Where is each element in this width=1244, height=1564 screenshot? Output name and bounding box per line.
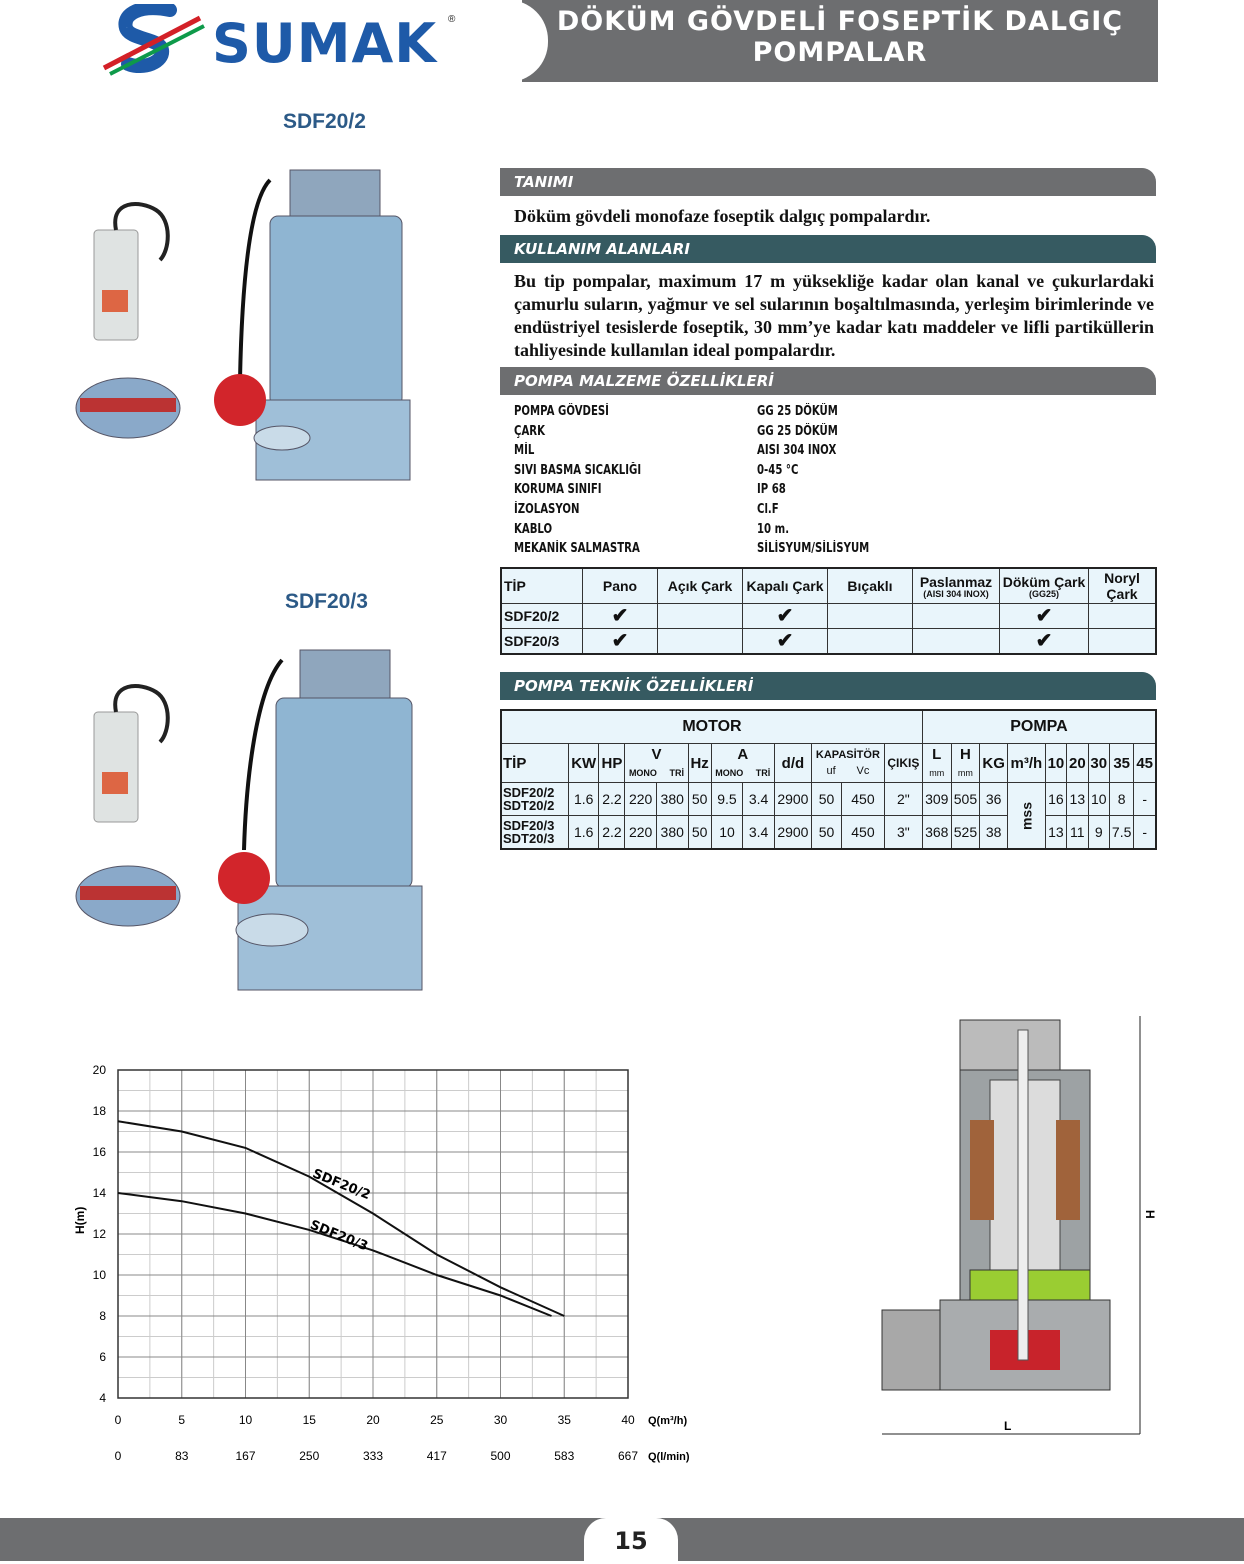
pompa-group-header: POMPA	[922, 710, 1156, 744]
section-bar-tanimi: TANIMI	[500, 168, 1156, 196]
cell-l: 309	[922, 783, 951, 816]
dokum-cark-header	[1000, 568, 1089, 604]
cell-q35: 7.5	[1109, 816, 1133, 850]
y-tick-label: 20	[92, 1063, 106, 1077]
x2-tick-label: 167	[235, 1449, 256, 1463]
material-value: 0-45 °C	[757, 462, 799, 478]
cell-cikis: 2"	[884, 783, 922, 816]
x2-tick-label: 500	[490, 1449, 511, 1463]
cell-vm: 220	[625, 816, 657, 850]
noryl-cark-header: Noryl Çark	[1089, 568, 1157, 604]
x2-tick-label: 417	[426, 1449, 447, 1463]
col-v	[625, 744, 688, 783]
x2-tick-label: 583	[554, 1449, 575, 1463]
material-key: POMPA GÖVDESİ	[514, 404, 609, 419]
cell-kw: 1.6	[569, 783, 599, 816]
col-tip: TİP	[501, 744, 569, 783]
v-mono: MONO	[628, 768, 657, 778]
cell-q45: -	[1134, 783, 1156, 816]
col-q45: 45	[1134, 744, 1156, 783]
cell-hz: 50	[688, 816, 711, 850]
material-key: MEKANİK SALMASTRA	[514, 541, 640, 557]
cell-uf: 50	[811, 783, 841, 816]
x2-axis-label: Q(l/min)	[648, 1451, 690, 1463]
cell-vm: 220	[625, 783, 657, 816]
title-line-2: POMPALAR	[752, 37, 928, 68]
tip-cell: SDF20/2	[501, 604, 583, 629]
x-tick-label: 0	[114, 1413, 122, 1427]
paslanmaz-label: Paslanmaz	[919, 573, 993, 590]
y-tick-label: 8	[99, 1309, 106, 1323]
x-tick-label: 30	[493, 1413, 508, 1427]
cell-am: 10	[711, 816, 743, 850]
h-label: H	[960, 746, 971, 763]
cell-at: 3.4	[743, 783, 775, 816]
section-bar-teknik: POMPA TEKNİK ÖZELLİKLERİ	[500, 672, 1156, 700]
brand-name: SUMAK	[212, 12, 438, 75]
title-line-1: DÖKÜM GÖVDELİ FOSEPTİK DALGIÇ	[556, 6, 1124, 37]
cell-q10: 16	[1045, 783, 1066, 816]
material-key: İZOLASYON	[514, 502, 580, 517]
y-tick-label: 4	[99, 1391, 106, 1405]
cell-cikis: 3"	[884, 816, 922, 850]
cell-h: 505	[951, 783, 980, 816]
feature-cell	[828, 629, 913, 655]
tanimi-text: Döküm gövdeli monofaze foseptik dalgıç pompalardır.	[514, 206, 931, 226]
feature-cell	[1000, 629, 1089, 655]
feature-cell	[1000, 604, 1089, 629]
x-tick-label: 10	[238, 1413, 253, 1427]
cell-kw: 1.6	[569, 816, 599, 850]
kullanim-text: Bu tip pompalar, maximum 17 m yüksekliğe kadar olan kanal ve çukurlardaki çamurlu suların, yağmur ve sel sularının boşaltılmasında, yerleşim birimlerinde ve endüstriyel tesislerde foseptik, 30 mm’ye kadar katı maddeler ve lifli partiküllerin tahliyesinde kullanılan ideal pompalardır.	[514, 271, 1154, 360]
check-icon: ✔	[1035, 605, 1053, 627]
x2-tick-label: 83	[175, 1449, 189, 1463]
v-tri: TRİ	[669, 768, 684, 778]
material-value: IP 68	[757, 482, 786, 498]
kap-label: KAPASİTÖR	[815, 748, 880, 761]
table-row	[501, 629, 1156, 655]
col-h	[951, 744, 980, 783]
cell-q35: 8	[1109, 783, 1133, 816]
mss-label: mss	[1018, 801, 1035, 830]
feature-cell	[658, 629, 743, 655]
col-dd: d/d	[774, 744, 811, 783]
material-key: KORUMA SINIFI	[514, 482, 602, 498]
cell-vc: 450	[842, 783, 885, 816]
x2-tick-label: 667	[617, 1449, 639, 1463]
col-kw: KW	[569, 744, 599, 783]
cell-l: 368	[922, 816, 951, 850]
material-value: AISI 304 INOX	[757, 443, 837, 459]
cell-hp: 2.2	[599, 816, 625, 850]
col-m3h: m³/h	[1008, 744, 1046, 783]
page-number: 15	[584, 1518, 678, 1561]
section-bar-kullanim: KULLANIM ALANLARI	[500, 235, 1156, 263]
cell-q45: -	[1134, 816, 1156, 850]
col-q30: 30	[1088, 744, 1109, 783]
col-hp: HP	[599, 744, 625, 783]
cell-vc: 450	[842, 816, 885, 850]
feature-cell	[658, 604, 743, 629]
col-q10: 10	[1045, 744, 1066, 783]
feature-cell	[743, 629, 828, 655]
bicakli-header: Bıçaklı	[828, 568, 913, 604]
diagram-l-label: L	[1004, 1419, 1012, 1433]
material-key: SIVI BASMA SICAKLIĞI	[514, 462, 642, 478]
pump-product-image-1	[60, 160, 440, 520]
mss-cell	[1008, 783, 1046, 850]
y-tick-label: 14	[92, 1186, 106, 1200]
kap-vc: Vc	[856, 764, 870, 777]
material-key: ÇARK	[514, 423, 545, 439]
col-q20: 20	[1067, 744, 1088, 783]
col-q35: 35	[1109, 744, 1133, 783]
l-label: L	[932, 746, 942, 763]
cell-uf: 50	[811, 816, 841, 850]
section-bar-malzeme: POMPA MALZEME ÖZELLİKLERİ	[500, 367, 1156, 395]
tip-code: SDF20/3	[503, 818, 555, 833]
cell-at: 3.4	[743, 816, 775, 850]
feature-cell	[828, 604, 913, 629]
material-key: KABLO	[514, 521, 553, 537]
brand-registered: ®	[448, 14, 456, 25]
x2-tick-label: 250	[299, 1449, 320, 1463]
tip-code: SDT20/2	[503, 798, 555, 813]
col-cikis: ÇIKIŞ	[884, 744, 922, 783]
tip-cell	[501, 783, 569, 816]
tip-code: SDF20/2	[503, 785, 555, 800]
x-tick-label: 35	[557, 1413, 571, 1427]
kap-uf: uf	[826, 764, 836, 777]
check-icon: ✔	[1035, 630, 1053, 652]
cell-q10: 13	[1045, 816, 1066, 850]
sumak-s-icon	[100, 4, 210, 80]
material-key: MİL	[514, 443, 535, 459]
cell-q30: 10	[1088, 783, 1109, 816]
series-label: SDF20/2	[310, 1166, 373, 1204]
dokum-sub: (GG25)	[1028, 588, 1059, 599]
x2-tick-label: 333	[362, 1449, 384, 1463]
y-tick-label: 10	[92, 1268, 106, 1282]
cell-q20: 13	[1067, 783, 1088, 816]
x2-tick-label: 0	[114, 1449, 122, 1463]
diagram-h-label: H	[1143, 1210, 1157, 1219]
feature-cell	[1089, 604, 1157, 629]
check-icon: ✔	[611, 630, 629, 652]
cell-kg: 36	[980, 783, 1008, 816]
table-row	[501, 783, 1156, 816]
x-tick-label: 25	[430, 1413, 444, 1427]
col-hz: Hz	[688, 744, 711, 783]
x-tick-label: 40	[621, 1413, 635, 1427]
check-icon: ✔	[776, 605, 794, 627]
feature-cell	[1089, 629, 1157, 655]
type-features-table	[500, 567, 1157, 655]
kapali-cark-header: Kapalı Çark	[743, 568, 828, 604]
v-label: V	[651, 746, 662, 763]
feature-cell	[583, 629, 658, 655]
paslanmaz-sub: (AISI 304 INOX)	[923, 588, 989, 599]
y-tick-label: 6	[99, 1350, 106, 1364]
tip-cell	[501, 816, 569, 850]
model-label-2: SDF20/3	[285, 590, 368, 613]
material-value: Cl.F	[757, 502, 779, 517]
material-value: GG 25 DÖKÜM	[757, 404, 838, 419]
y-tick-label: 12	[92, 1227, 106, 1241]
col-kg: KG	[980, 744, 1008, 783]
col-kapasitor	[811, 744, 884, 783]
material-value: SİLİSYUM/SİLİSYUM	[757, 541, 870, 557]
x-tick-label: 5	[178, 1413, 186, 1427]
model-label-1: SDF20/2	[283, 110, 366, 133]
table-row	[501, 604, 1156, 629]
cell-dd: 2900	[774, 783, 811, 816]
feature-cell	[913, 629, 1000, 655]
series-label: SDF20/3	[307, 1217, 370, 1255]
cell-h: 525	[951, 816, 980, 850]
feature-cell	[583, 604, 658, 629]
performance-chart	[60, 1050, 720, 1480]
cell-vt: 380	[656, 816, 688, 850]
cell-dd: 2900	[774, 816, 811, 850]
pano-header: Pano	[583, 568, 658, 604]
check-icon: ✔	[776, 630, 794, 652]
col-a	[711, 744, 774, 783]
cell-am: 9.5	[711, 783, 743, 816]
cell-vt: 380	[656, 783, 688, 816]
y-tick-label: 16	[92, 1145, 106, 1159]
l-mm: mm	[929, 768, 945, 778]
cell-hp: 2.2	[599, 783, 625, 816]
a-mono: MONO	[715, 768, 744, 778]
x-tick-label: 20	[366, 1413, 380, 1427]
check-icon: ✔	[611, 605, 629, 627]
tip-cell: SDF20/3	[501, 629, 583, 655]
x-axis-label: Q(m³/h)	[648, 1415, 688, 1427]
feature-cell	[913, 604, 1000, 629]
acik-cark-header: Açık Çark	[658, 568, 743, 604]
motor-group-header: MOTOR	[501, 710, 922, 744]
y-axis-label: H(m)	[73, 1206, 87, 1234]
technical-table	[500, 709, 1157, 850]
pump-cross-section-diagram	[870, 1010, 1170, 1450]
h-mm: mm	[957, 768, 973, 778]
tip-header: TİP	[501, 568, 583, 604]
material-value: GG 25 DÖKÜM	[757, 423, 838, 439]
paslanmaz-header	[913, 568, 1000, 604]
table-row	[501, 816, 1156, 850]
x-tick-label: 15	[302, 1413, 316, 1427]
cell-hz: 50	[688, 783, 711, 816]
pump-product-image-2	[60, 640, 440, 1010]
cell-q30: 9	[1088, 816, 1109, 850]
col-l	[922, 744, 951, 783]
y-tick-label: 18	[92, 1104, 106, 1118]
page-title	[540, 6, 1140, 68]
cell-kg: 38	[980, 816, 1008, 850]
tip-code: SDT20/3	[503, 831, 555, 846]
a-tri: TRİ	[755, 768, 771, 778]
material-value: 10 m.	[757, 521, 790, 537]
dokum-label: Döküm Çark	[1002, 573, 1086, 590]
a-label: A	[737, 746, 749, 763]
cell-q20: 11	[1067, 816, 1088, 850]
feature-cell	[743, 604, 828, 629]
